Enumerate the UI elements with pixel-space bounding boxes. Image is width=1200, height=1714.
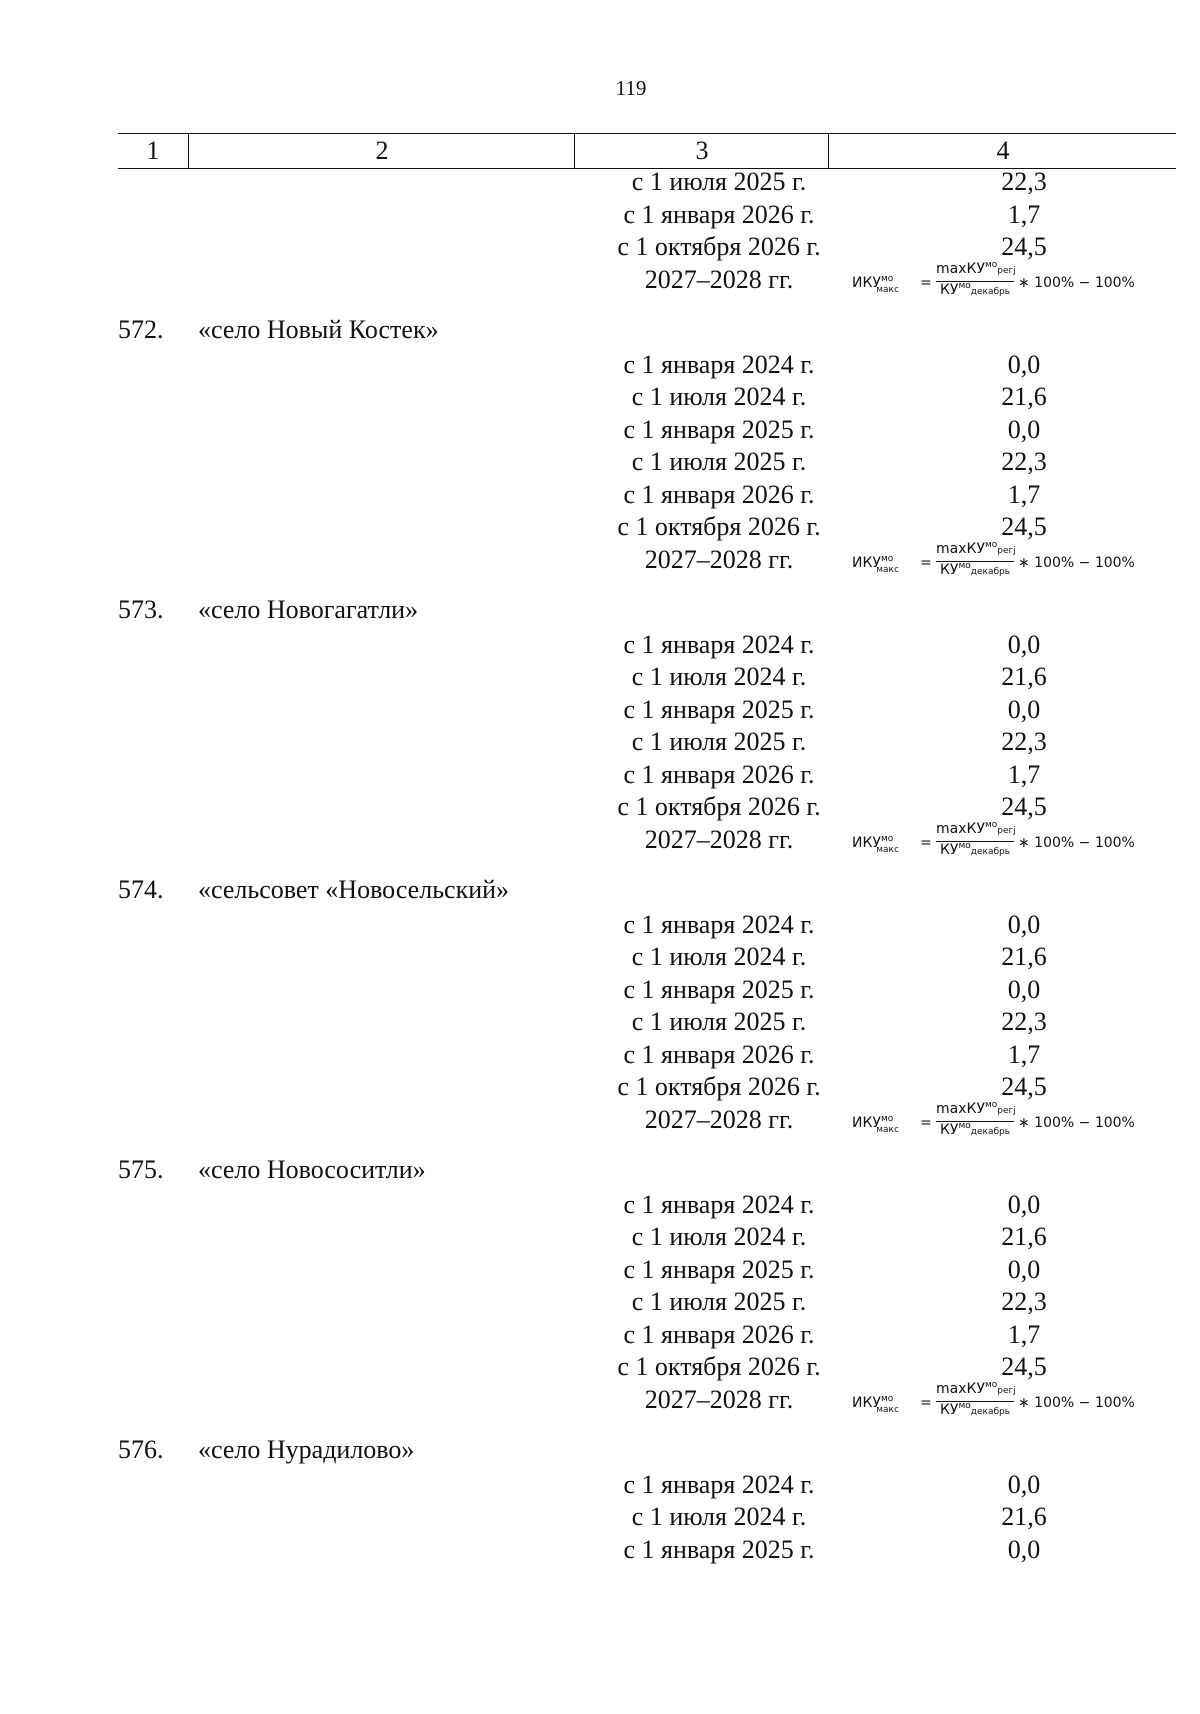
table-row <box>118 760 1176 793</box>
row-value: 1,7 <box>1007 199 1041 229</box>
entry-name: «село Новососитли» <box>198 1154 426 1184</box>
table-row <box>118 1007 1176 1040</box>
row-value: 0,0 <box>1007 974 1041 1004</box>
formula-lhs-sub: макс <box>876 1124 899 1135</box>
entry-header <box>118 595 1176 625</box>
formula-lhs-base: ИКУ <box>852 554 881 571</box>
row-period: с 1 января 2025 г. <box>623 694 815 724</box>
table-row <box>118 1222 1176 1255</box>
entry-header <box>118 1155 1176 1185</box>
formula-num-base: maxКУ <box>936 1100 985 1117</box>
formula-lhs-sub: макс <box>876 564 899 575</box>
entry-number: 576. <box>118 1434 164 1464</box>
formula-lhs-sup: мо <box>880 1113 894 1124</box>
entry <box>118 1435 1176 1568</box>
formula-fraction <box>936 261 1014 298</box>
formula-tail: ∗ 100% − 100% <box>1018 1114 1135 1131</box>
formula-den-sub: декабрь <box>970 1126 1011 1137</box>
formula-lhs-sub: макс <box>876 1404 899 1415</box>
row-value: 22,3 <box>1001 1287 1047 1316</box>
table-row <box>118 1535 1176 1568</box>
table-row <box>118 819 1176 869</box>
row-period: с 1 января 2025 г. <box>623 414 815 444</box>
tariff-index-formula <box>852 1101 1182 1147</box>
row-period: с 1 января 2024 г. <box>623 1189 815 1219</box>
formula-den-base: КУ <box>939 561 959 578</box>
row-value: 21,6 <box>1001 662 1047 691</box>
row-value: 21,6 <box>1001 942 1047 971</box>
formula-numerator <box>936 1381 1014 1402</box>
formula-equals: = <box>920 1114 932 1131</box>
entry-number: 573. <box>118 594 164 624</box>
table-header <box>118 133 1176 169</box>
row-period: с 1 июля 2025 г. <box>631 727 807 756</box>
row-period: с 1 октября 2026 г. <box>617 232 821 261</box>
entry-name: «село Новый Костек» <box>198 314 439 344</box>
formula-fraction <box>936 1101 1014 1138</box>
row-period: с 1 июля 2024 г. <box>631 1502 807 1531</box>
entry-number: 575. <box>118 1154 164 1184</box>
row-value: 1,7 <box>1007 759 1041 789</box>
tariff-index-formula <box>852 1381 1182 1427</box>
formula-den-sup: мо <box>958 280 971 291</box>
row-value: 22,3 <box>1001 167 1047 196</box>
table-row <box>118 942 1176 975</box>
entry-number: 572. <box>118 314 164 344</box>
entry <box>118 1155 1176 1429</box>
row-period: 2027–2028 гг. <box>644 544 794 574</box>
table-row <box>118 1190 1176 1223</box>
row-value: 21,6 <box>1001 1222 1047 1251</box>
formula-lhs <box>852 1393 916 1415</box>
header-col-3: 3 <box>574 134 829 168</box>
entry-name: «сельсовет «Новосельский» <box>198 874 510 904</box>
table-row <box>118 662 1176 695</box>
formula-den-sup: мо <box>958 1120 971 1131</box>
row-value: 24,5 <box>1001 512 1047 541</box>
formula-tail: ∗ 100% − 100% <box>1018 554 1135 571</box>
table-row <box>118 910 1176 943</box>
row-period: с 1 января 2024 г. <box>623 1469 815 1499</box>
formula-lhs-base: ИКУ <box>852 1394 881 1411</box>
entry-header <box>118 1435 1176 1465</box>
formula-den-base: КУ <box>939 841 959 858</box>
formula-denominator <box>936 842 1014 858</box>
table-body <box>118 167 1176 1567</box>
table-row <box>118 727 1176 760</box>
entry-number: 574. <box>118 874 164 904</box>
page-number: 119 <box>615 76 647 100</box>
formula-den-base: КУ <box>939 281 959 298</box>
table-row <box>118 630 1176 663</box>
formula-fraction <box>936 541 1014 578</box>
row-value: 0,0 <box>1007 629 1041 659</box>
row-period: с 1 января 2026 г. <box>623 1319 815 1349</box>
formula-lhs-base: ИКУ <box>852 1114 881 1131</box>
row-period: с 1 октября 2026 г. <box>617 512 821 541</box>
tariff-index-formula <box>852 821 1182 867</box>
entry-rows <box>118 1185 1176 1429</box>
row-period: с 1 января 2026 г. <box>623 1039 815 1069</box>
row-period: 2027–2028 гг. <box>644 824 794 854</box>
table-row <box>118 480 1176 513</box>
formula-num-base: maxКУ <box>936 540 985 557</box>
row-value: 22,3 <box>1001 1007 1047 1036</box>
formula-num-sub: регj <box>997 825 1016 836</box>
formula-num-sup: мо <box>984 539 998 550</box>
formula-equals: = <box>920 1394 932 1411</box>
tariff-index-formula <box>852 541 1182 587</box>
row-period: с 1 января 2024 г. <box>623 349 815 379</box>
row-value: 24,5 <box>1001 1352 1047 1381</box>
row-value: 0,0 <box>1007 1254 1041 1284</box>
formula-tail: ∗ 100% − 100% <box>1018 834 1135 851</box>
formula-lhs <box>852 553 916 575</box>
row-value: 22,3 <box>1001 727 1047 756</box>
table-row <box>118 1255 1176 1288</box>
formula-equals: = <box>920 554 932 571</box>
formula-den-sup: мо <box>958 1400 971 1411</box>
row-value: 0,0 <box>1007 414 1041 444</box>
formula-den-base: КУ <box>939 1121 959 1138</box>
formula-num-sup: мо <box>984 1379 998 1390</box>
formula-num-sup: мо <box>984 819 998 830</box>
row-value: 0,0 <box>1007 1534 1041 1564</box>
row-value: 24,5 <box>1001 1072 1047 1101</box>
row-period: с 1 июля 2025 г. <box>631 1007 807 1036</box>
formula-lhs-sub: макс <box>876 844 899 855</box>
table-row <box>118 1379 1176 1429</box>
table-row <box>118 415 1176 448</box>
formula-lhs <box>852 833 916 855</box>
header-col-1: 1 <box>146 136 160 165</box>
entry-header <box>118 315 1176 345</box>
formula-lhs-base: ИКУ <box>852 834 881 851</box>
entry-name: «село Новогагатли» <box>198 594 419 624</box>
table-row <box>118 1099 1176 1149</box>
row-period: с 1 января 2024 г. <box>623 909 815 939</box>
formula-den-sub: декабрь <box>970 1406 1011 1417</box>
row-value: 24,5 <box>1001 792 1047 821</box>
formula-numerator <box>936 821 1014 842</box>
entry <box>118 875 1176 1149</box>
table-row <box>118 1320 1176 1353</box>
table-row <box>118 975 1176 1008</box>
formula-denominator <box>936 562 1014 578</box>
table-row <box>118 447 1176 480</box>
row-period: с 1 июля 2024 г. <box>631 1222 807 1251</box>
formula-num-sub: регj <box>997 1385 1016 1396</box>
formula-tail: ∗ 100% − 100% <box>1018 274 1135 291</box>
table-row <box>118 695 1176 728</box>
formula-num-base: maxКУ <box>936 260 985 277</box>
formula-numerator <box>936 1101 1014 1122</box>
row-period: с 1 января 2025 г. <box>623 1254 815 1284</box>
table-row <box>118 259 1176 309</box>
formula-num-sub: регj <box>997 545 1016 556</box>
row-period: с 1 октября 2026 г. <box>617 1072 821 1101</box>
formula-lhs-sup: мо <box>880 553 894 564</box>
formula-numerator <box>936 541 1014 562</box>
table-row <box>118 200 1176 233</box>
row-period: 2027–2028 гг. <box>644 1104 794 1134</box>
formula-num-base: maxКУ <box>936 820 985 837</box>
row-value: 21,6 <box>1001 1502 1047 1531</box>
entry <box>118 595 1176 869</box>
formula-denominator <box>936 1402 1014 1418</box>
row-period: с 1 июля 2025 г. <box>631 447 807 476</box>
formula-den-sub: декабрь <box>970 566 1011 577</box>
table-row <box>118 1470 1176 1503</box>
header-col-2: 2 <box>188 134 575 168</box>
formula-equals: = <box>920 834 932 851</box>
table-row <box>118 1040 1176 1073</box>
row-value: 22,3 <box>1001 447 1047 476</box>
row-value: 21,6 <box>1001 382 1047 411</box>
row-value: 24,5 <box>1001 232 1047 261</box>
entry-rows <box>118 345 1176 589</box>
formula-num-sub: регj <box>997 265 1016 276</box>
entry-rows <box>118 625 1176 869</box>
row-period: с 1 января 2026 г. <box>623 759 815 789</box>
table-row <box>118 382 1176 415</box>
formula-denominator <box>936 1122 1014 1138</box>
row-value: 0,0 <box>1007 1469 1041 1499</box>
formula-num-sub: регj <box>997 1105 1016 1116</box>
row-value: 0,0 <box>1007 349 1041 379</box>
formula-den-base: КУ <box>939 1401 959 1418</box>
row-value: 0,0 <box>1007 694 1041 724</box>
formula-den-sup: мо <box>958 840 971 851</box>
formula-lhs-sup: мо <box>880 1393 894 1404</box>
entry <box>118 167 1176 309</box>
formula-lhs-base: ИКУ <box>852 274 881 291</box>
formula-den-sub: декабрь <box>970 286 1011 297</box>
entry-rows <box>118 905 1176 1149</box>
tariff-index-formula <box>852 261 1182 307</box>
row-value: 1,7 <box>1007 1319 1041 1349</box>
formula-lhs <box>852 1113 916 1135</box>
formula-lhs-sub: макс <box>876 284 899 295</box>
row-period: 2027–2028 гг. <box>644 264 794 294</box>
formula-tail: ∗ 100% − 100% <box>1018 1394 1135 1411</box>
row-period: с 1 января 2026 г. <box>623 479 815 509</box>
row-value: 0,0 <box>1007 1189 1041 1219</box>
entry-header <box>118 875 1176 905</box>
header-col-4: 4 <box>828 134 1177 168</box>
row-period: с 1 июля 2025 г. <box>631 167 807 196</box>
row-period: с 1 июля 2025 г. <box>631 1287 807 1316</box>
table-row <box>118 539 1176 589</box>
formula-lhs-sup: мо <box>880 833 894 844</box>
row-value: 1,7 <box>1007 479 1041 509</box>
entry <box>118 315 1176 589</box>
formula-fraction <box>936 1381 1014 1418</box>
row-period: с 1 октября 2026 г. <box>617 1352 821 1381</box>
formula-den-sub: декабрь <box>970 846 1011 857</box>
formula-num-base: maxКУ <box>936 1380 985 1397</box>
table-row <box>118 350 1176 383</box>
formula-fraction <box>936 821 1014 858</box>
row-period: с 1 января 2025 г. <box>623 974 815 1004</box>
row-value: 0,0 <box>1007 909 1041 939</box>
formula-denominator <box>936 282 1014 298</box>
row-period: с 1 июля 2024 г. <box>631 942 807 971</box>
formula-num-sup: мо <box>984 259 998 270</box>
formula-den-sup: мо <box>958 560 971 571</box>
row-period: с 1 октября 2026 г. <box>617 792 821 821</box>
row-period: 2027–2028 гг. <box>644 1384 794 1414</box>
formula-num-sup: мо <box>984 1099 998 1110</box>
row-period: с 1 января 2025 г. <box>623 1534 815 1564</box>
formula-lhs-sup: мо <box>880 273 894 284</box>
row-period: с 1 января 2024 г. <box>623 629 815 659</box>
entry-name: «село Нурадилово» <box>198 1434 415 1464</box>
formula-equals: = <box>920 274 932 291</box>
row-period: с 1 июля 2024 г. <box>631 382 807 411</box>
table-row <box>118 1502 1176 1535</box>
formula-numerator <box>936 261 1014 282</box>
formula-lhs <box>852 273 916 295</box>
entry-rows <box>118 167 1176 309</box>
row-period: с 1 января 2026 г. <box>623 199 815 229</box>
table-row <box>118 167 1176 200</box>
row-period: с 1 июля 2024 г. <box>631 662 807 691</box>
table-row <box>118 1287 1176 1320</box>
row-value: 1,7 <box>1007 1039 1041 1069</box>
entry-rows <box>118 1465 1176 1568</box>
